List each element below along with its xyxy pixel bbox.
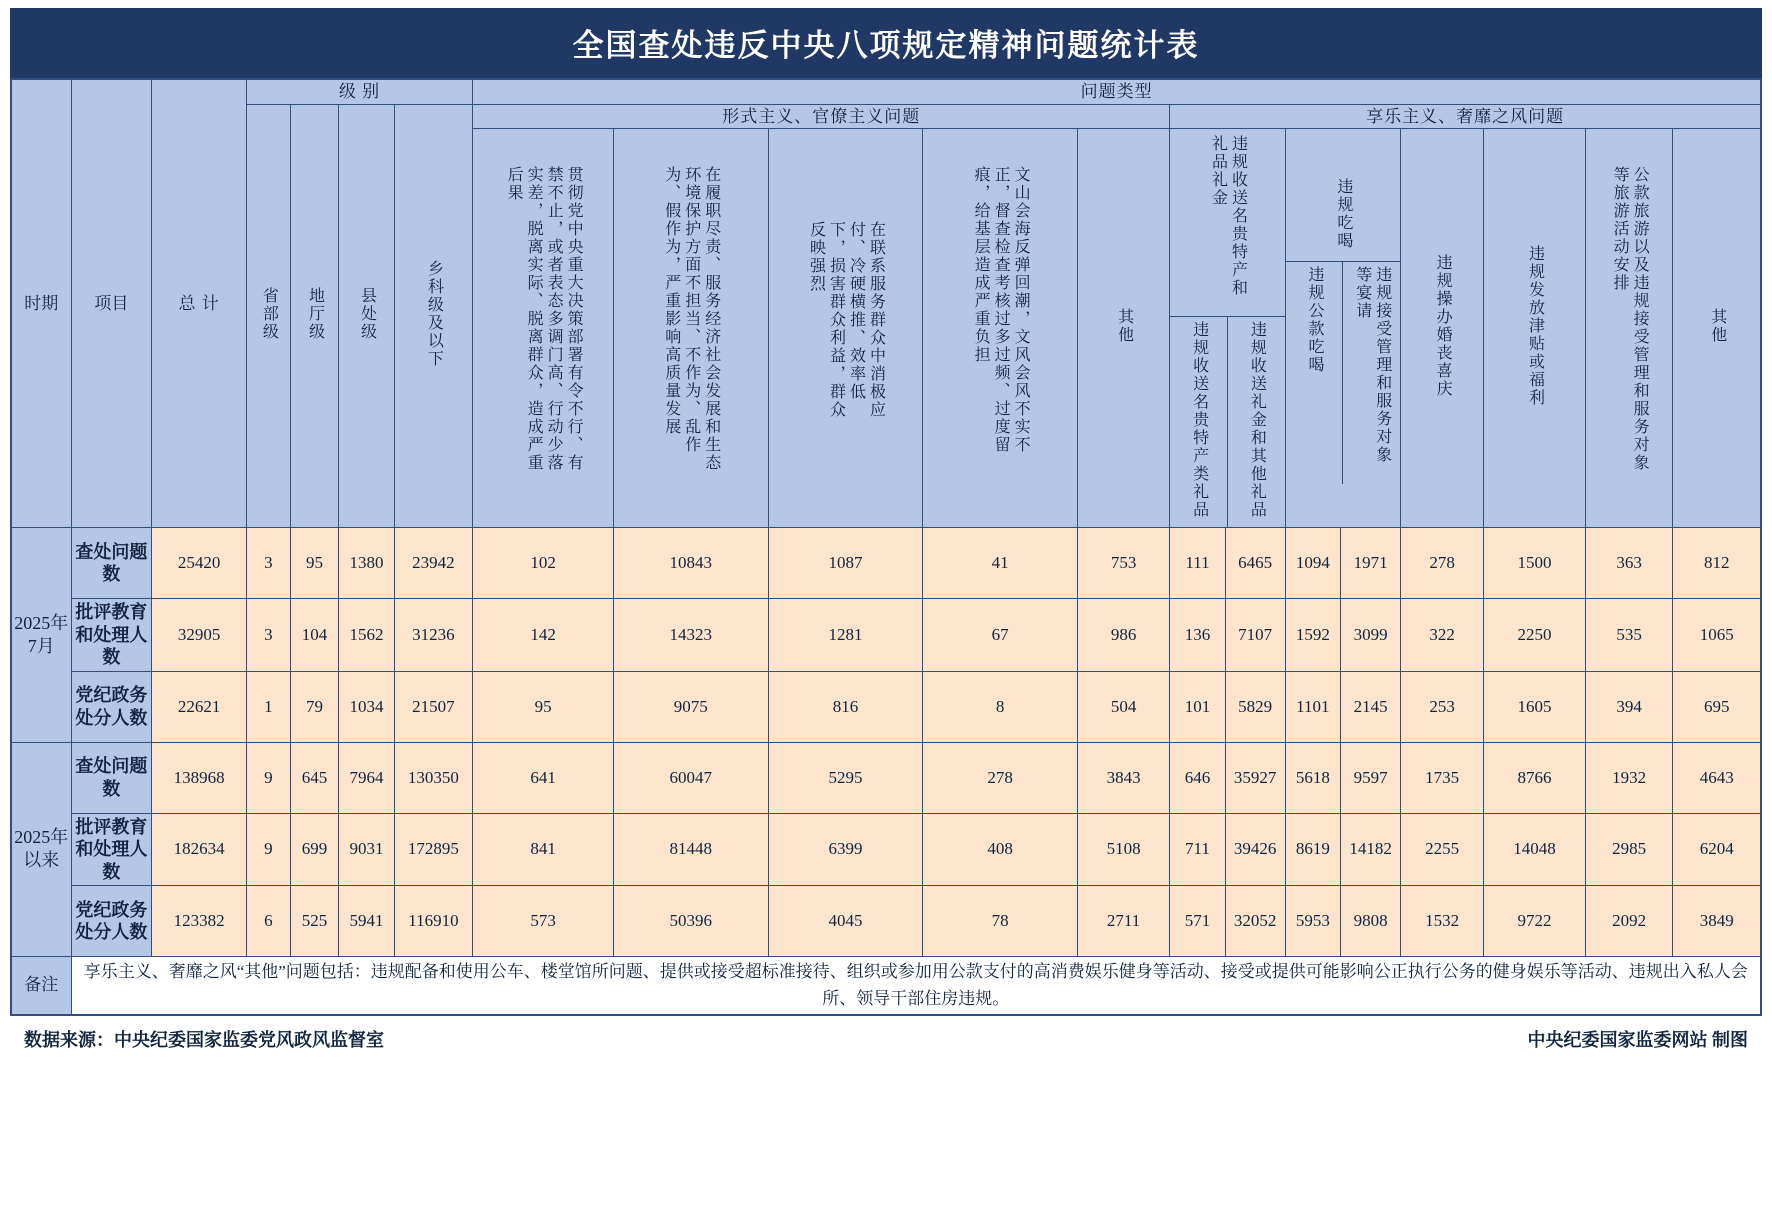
header-formalism-col-3 xyxy=(768,129,923,528)
cell-formalism-4: 408 xyxy=(923,813,1078,886)
cell-hedonism-4: 14182 xyxy=(1341,813,1401,886)
cell-hedonism-other: 1065 xyxy=(1673,599,1761,672)
header-level-group: 级 别 xyxy=(246,79,472,104)
cell-formalism-3: 1281 xyxy=(768,599,923,672)
cell-hedonism-4: 9808 xyxy=(1341,886,1401,957)
header-hedonism-col-5 xyxy=(1401,129,1484,528)
cell-hedonism-5: 1532 xyxy=(1401,886,1484,957)
cell-total: 182634 xyxy=(152,813,247,886)
cell-level-2: 645 xyxy=(290,742,338,813)
cell-hedonism-1: 136 xyxy=(1170,599,1225,672)
cell-hedonism-6: 9722 xyxy=(1484,886,1586,957)
cell-hedonism-5: 322 xyxy=(1401,599,1484,672)
header-problem-type: 问题类型 xyxy=(473,79,1761,104)
cell-level-4: 23942 xyxy=(394,528,472,599)
header-hedonism-col-5-label: 违规操办婚丧喜庆 xyxy=(1434,253,1452,398)
header-level-sheng-label: 省部级 xyxy=(260,286,278,341)
cell-level-4: 172895 xyxy=(394,813,472,886)
header-row-1 xyxy=(11,79,1761,104)
cell-hedonism-2: 6465 xyxy=(1225,528,1285,599)
cell-formalism-4: 278 xyxy=(923,742,1078,813)
cell-level-1: 6 xyxy=(246,886,290,957)
cell-hedonism-5: 1735 xyxy=(1401,742,1484,813)
header-level-xianchu xyxy=(339,104,394,528)
header-hedonism-col-other xyxy=(1673,129,1761,528)
cell-level-4: 116910 xyxy=(394,886,472,957)
cell-formalism-other: 2711 xyxy=(1077,886,1169,957)
header-hedonism-col-7 xyxy=(1585,129,1673,528)
cell-hedonism-7: 1932 xyxy=(1585,742,1673,813)
header-group-hedonism: 享乐主义、奢靡之风问题 xyxy=(1170,104,1761,129)
header-formalism-col-1 xyxy=(473,129,614,528)
cell-total: 138968 xyxy=(152,742,247,813)
cell-formalism-4: 41 xyxy=(923,528,1078,599)
cell-formalism-2: 81448 xyxy=(613,813,768,886)
cell-formalism-1: 641 xyxy=(473,742,614,813)
table-row xyxy=(11,528,1761,599)
cell-hedonism-5: 253 xyxy=(1401,671,1484,742)
header-hedonism-col-7-label: 公款旅游以及违规接受管理和服务对象等旅游活动安排 xyxy=(1611,165,1649,472)
cell-level-3: 1380 xyxy=(339,528,394,599)
cell-hedonism-6: 8766 xyxy=(1484,742,1586,813)
cell-formalism-3: 816 xyxy=(768,671,923,742)
header-hedonism-gifts-label: 违规收送名贵特产和礼品礼金 xyxy=(1209,135,1247,298)
header-formalism-col-1-label: 贯彻党中央重大决策部署有令不行、有禁不止，或者表态多调门高、行动少落实差，脱离实际、脱离群众，造成严重后果 xyxy=(505,165,583,472)
cell-hedonism-3: 1592 xyxy=(1285,599,1340,672)
table-row xyxy=(11,671,1761,742)
cell-formalism-3: 5295 xyxy=(768,742,923,813)
data-source: 数据来源：中央纪委国家监委党风政风监督室 xyxy=(24,1029,384,1050)
cell-formalism-other: 504 xyxy=(1077,671,1169,742)
cell-formalism-4: 78 xyxy=(923,886,1078,957)
header-hedonism-dining-label: 违规吃喝 xyxy=(1334,178,1352,251)
row-item: 查处问题数 xyxy=(71,742,152,813)
cell-hedonism-1: 571 xyxy=(1170,886,1225,957)
header-formalism-col-4 xyxy=(923,129,1078,528)
cell-formalism-1: 102 xyxy=(473,528,614,599)
header-level-diting-label: 地厅级 xyxy=(306,286,324,341)
note-label: 备注 xyxy=(11,957,71,1015)
cell-formalism-1: 142 xyxy=(473,599,614,672)
cell-hedonism-other: 695 xyxy=(1673,671,1761,742)
cell-hedonism-other: 4643 xyxy=(1673,742,1761,813)
cell-hedonism-other: 3849 xyxy=(1673,886,1761,957)
header-hedonism-col-other-label: 其他 xyxy=(1708,307,1726,344)
cell-hedonism-2: 35927 xyxy=(1225,742,1285,813)
cell-hedonism-7: 363 xyxy=(1585,528,1673,599)
cell-hedonism-1: 101 xyxy=(1170,671,1225,742)
cell-hedonism-3: 5618 xyxy=(1285,742,1340,813)
cell-hedonism-4: 3099 xyxy=(1341,599,1401,672)
cell-hedonism-6: 2250 xyxy=(1484,599,1586,672)
cell-level-3: 5941 xyxy=(339,886,394,957)
cell-total: 123382 xyxy=(152,886,247,957)
cell-level-2: 699 xyxy=(290,813,338,886)
cell-hedonism-other: 6204 xyxy=(1673,813,1761,886)
header-hedonism-col-4-label: 违规接受管理和服务对象等宴请 xyxy=(1353,265,1391,464)
cell-hedonism-4: 2145 xyxy=(1341,671,1401,742)
cell-level-1: 3 xyxy=(246,599,290,672)
cell-hedonism-7: 2985 xyxy=(1585,813,1673,886)
cell-hedonism-other: 812 xyxy=(1673,528,1761,599)
cell-hedonism-6: 1605 xyxy=(1484,671,1586,742)
header-formalism-col-4-label: 文山会海反弹回潮，文风会风不实不正，督查检查考核过多过频、过度留痕，给基层造成严重负担 xyxy=(972,165,1030,454)
cell-formalism-other: 3843 xyxy=(1077,742,1169,813)
table-row xyxy=(11,742,1761,813)
cell-formalism-2: 10843 xyxy=(613,528,768,599)
header-level-sheng xyxy=(246,104,290,528)
cell-hedonism-1: 646 xyxy=(1170,742,1225,813)
table-row xyxy=(11,886,1761,957)
cell-formalism-2: 9075 xyxy=(613,671,768,742)
cell-hedonism-1: 111 xyxy=(1170,528,1225,599)
header-level-xianchu-label: 县处级 xyxy=(358,286,376,341)
header-row-2 xyxy=(11,104,1761,129)
page-title: 全国查处违反中央八项规定精神问题统计表 xyxy=(10,8,1762,78)
row-item: 批评教育和处理人数 xyxy=(71,599,152,672)
cell-formalism-2: 50396 xyxy=(613,886,768,957)
cell-formalism-other: 986 xyxy=(1077,599,1169,672)
cell-level-3: 1562 xyxy=(339,599,394,672)
table-row xyxy=(11,599,1761,672)
cell-hedonism-1: 711 xyxy=(1170,813,1225,886)
cell-hedonism-5: 278 xyxy=(1401,528,1484,599)
note-text: 享乐主义、奢靡之风“其他”问题包括：违规配备和使用公车、楼堂馆所问题、提供或接受超标准接待、组织或参加用公款支付的高消费娱乐健身等活动、接受或提供可能影响公正执行公务的健身娱乐等活动、违规出入私人会所、领导干部住房违规。 xyxy=(71,957,1761,1015)
header-hedonism-col-6 xyxy=(1484,129,1586,528)
cell-level-3: 1034 xyxy=(339,671,394,742)
header-formalism-col-2 xyxy=(613,129,768,528)
cell-formalism-other: 5108 xyxy=(1077,813,1169,886)
cell-total: 22621 xyxy=(152,671,247,742)
row-item: 党纪政务处分人数 xyxy=(71,886,152,957)
cell-level-1: 1 xyxy=(246,671,290,742)
cell-total: 32905 xyxy=(152,599,247,672)
cell-level-4: 31236 xyxy=(394,599,472,672)
cell-formalism-2: 60047 xyxy=(613,742,768,813)
statistics-table xyxy=(10,78,1762,1016)
cell-formalism-1: 841 xyxy=(473,813,614,886)
cell-level-3: 7964 xyxy=(339,742,394,813)
cell-hedonism-3: 1094 xyxy=(1285,528,1340,599)
cell-hedonism-2: 32052 xyxy=(1225,886,1285,957)
cell-level-3: 9031 xyxy=(339,813,394,886)
cell-level-2: 525 xyxy=(290,886,338,957)
cell-formalism-3: 1087 xyxy=(768,528,923,599)
cell-hedonism-7: 2092 xyxy=(1585,886,1673,957)
cell-hedonism-6: 14048 xyxy=(1484,813,1586,886)
header-hedonism-gifts-group xyxy=(1170,129,1285,528)
cell-formalism-3: 6399 xyxy=(768,813,923,886)
cell-hedonism-3: 5953 xyxy=(1285,886,1340,957)
header-formalism-col-other xyxy=(1077,129,1169,528)
header-formalism-col-other-label: 其他 xyxy=(1115,307,1133,344)
cell-hedonism-4: 1971 xyxy=(1341,528,1401,599)
cell-hedonism-3: 1101 xyxy=(1285,671,1340,742)
header-group-formalism: 形式主义、官僚主义问题 xyxy=(473,104,1170,129)
cell-formalism-other: 753 xyxy=(1077,528,1169,599)
cell-level-1: 3 xyxy=(246,528,290,599)
header-hedonism-col-6-label: 违规发放津贴或福利 xyxy=(1526,244,1544,407)
header-level-xiangke xyxy=(394,104,472,528)
header-total: 总 计 xyxy=(152,79,247,528)
cell-formalism-1: 573 xyxy=(473,886,614,957)
cell-hedonism-3: 8619 xyxy=(1285,813,1340,886)
row-period-2025-ytd: 2025年以来 xyxy=(11,742,71,957)
cell-hedonism-7: 394 xyxy=(1585,671,1673,742)
cell-hedonism-2: 5829 xyxy=(1225,671,1285,742)
cell-level-1: 9 xyxy=(246,813,290,886)
cell-level-2: 104 xyxy=(290,599,338,672)
cell-hedonism-5: 2255 xyxy=(1401,813,1484,886)
row-item: 党纪政务处分人数 xyxy=(71,671,152,742)
header-level-xiangke-label: 乡科级及以下 xyxy=(425,259,443,368)
table-row xyxy=(11,813,1761,886)
header-hedonism-dining-group xyxy=(1285,129,1400,528)
header-level-diting xyxy=(290,104,338,528)
cell-level-1: 9 xyxy=(246,742,290,813)
cell-formalism-4: 8 xyxy=(923,671,1078,742)
footer xyxy=(10,1016,1762,1052)
header-formalism-col-3-label: 在联系服务群众中消极应付、冷硬横推、效率低下，损害群众利益，群众反映强烈 xyxy=(807,220,885,419)
header-period: 时期 xyxy=(11,79,71,528)
cell-hedonism-6: 1500 xyxy=(1484,528,1586,599)
header-formalism-col-2-label: 在履职尽责、服务经济社会发展和生态环境保护方面不担当、不作为、乱作为、假作为，严重影响高质量发展 xyxy=(662,165,720,472)
cell-level-4: 21507 xyxy=(394,671,472,742)
note-row xyxy=(11,957,1761,1015)
cell-level-4: 130350 xyxy=(394,742,472,813)
cell-hedonism-2: 7107 xyxy=(1225,599,1285,672)
cell-formalism-4: 67 xyxy=(923,599,1078,672)
chart-credit: 中央纪委国家监委网站 制图 xyxy=(1527,1029,1748,1050)
cell-level-2: 95 xyxy=(290,528,338,599)
row-item: 查处问题数 xyxy=(71,528,152,599)
header-hedonism-col-2-label: 违规收送礼金和其他礼品 xyxy=(1248,320,1266,519)
header-item: 项目 xyxy=(71,79,152,528)
header-hedonism-col-3-label: 违规公款吃喝 xyxy=(1306,265,1324,374)
cell-hedonism-2: 39426 xyxy=(1225,813,1285,886)
cell-hedonism-7: 535 xyxy=(1585,599,1673,672)
cell-level-2: 79 xyxy=(290,671,338,742)
row-period-2025-07: 2025年7月 xyxy=(11,528,71,743)
cell-total: 25420 xyxy=(152,528,247,599)
row-item: 批评教育和处理人数 xyxy=(71,813,152,886)
cell-formalism-1: 95 xyxy=(473,671,614,742)
cell-hedonism-4: 9597 xyxy=(1341,742,1401,813)
cell-formalism-3: 4045 xyxy=(768,886,923,957)
cell-formalism-2: 14323 xyxy=(613,599,768,672)
header-hedonism-col-1-label: 违规收送名贵特产类礼品 xyxy=(1190,320,1208,519)
